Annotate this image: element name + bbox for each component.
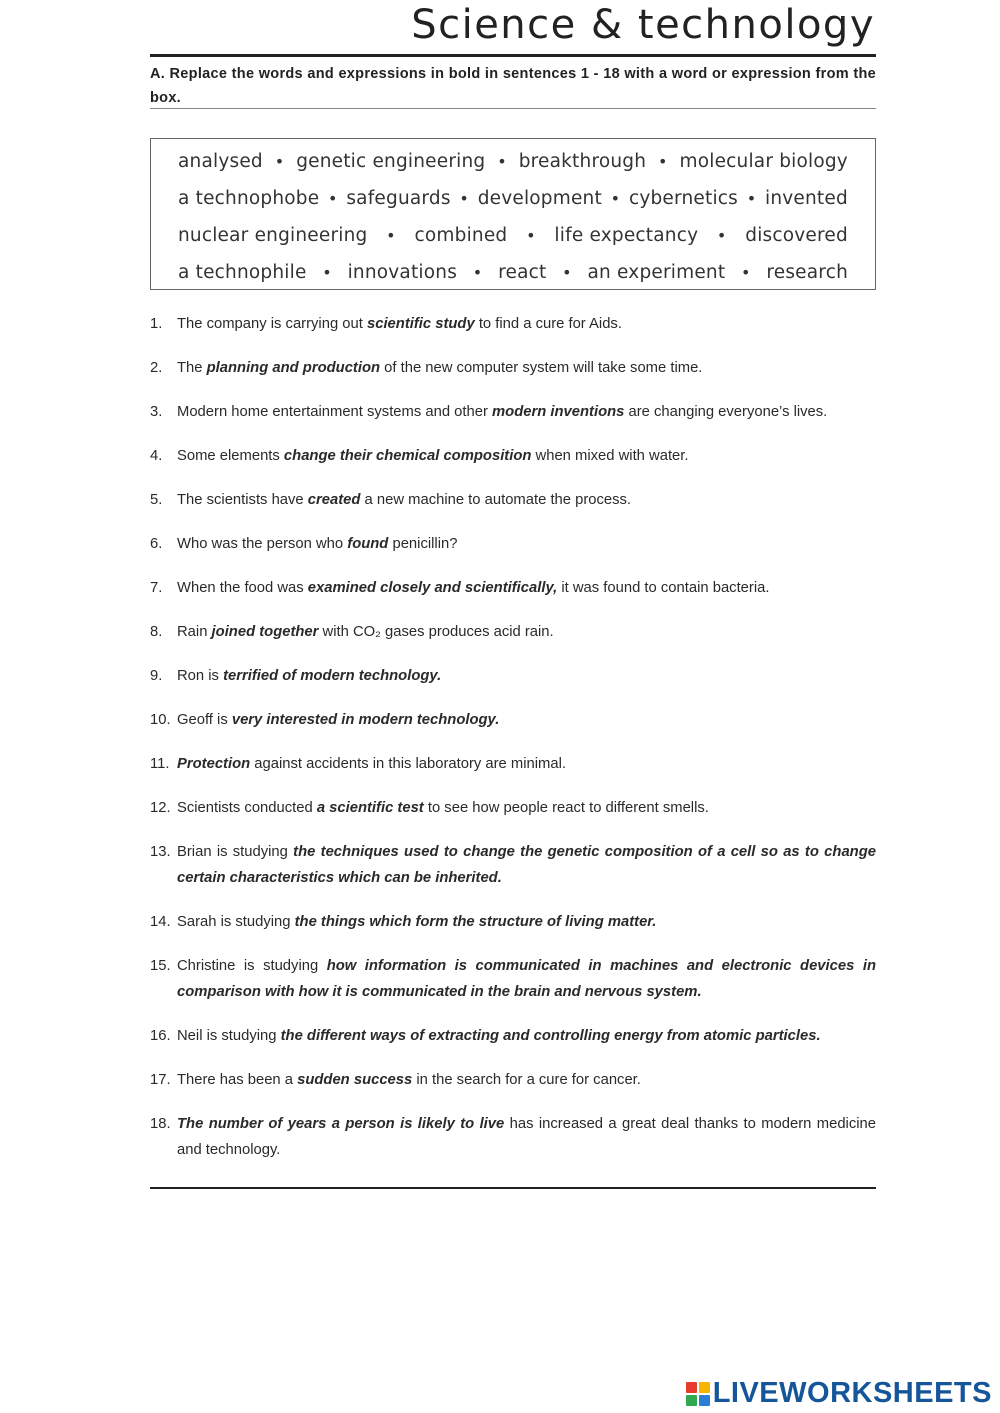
sentence-item — [150, 1023, 876, 1049]
bullet-separator: • — [328, 189, 338, 208]
bold-phrase: a scientific test — [316, 800, 424, 816]
sentence-text: to find a cure for Aids. — [474, 316, 622, 332]
word-box-item: a technophobe — [178, 188, 320, 209]
word-box-item: development — [477, 188, 602, 209]
sentence-item — [150, 531, 876, 557]
word-box-row — [178, 217, 848, 254]
bold-phrase: modern inventions — [492, 404, 625, 420]
bullet-separator: • — [746, 189, 757, 208]
logo-square — [699, 1395, 710, 1406]
sentence-text: Brian is studying — [177, 844, 294, 860]
bullet-separator: • — [562, 263, 572, 282]
logo-square — [699, 1382, 710, 1393]
sentence-item — [150, 1111, 876, 1163]
sentence-text: to see how people react to different smells. — [423, 800, 709, 816]
sentence-number: 14. — [150, 914, 171, 930]
bold-phrase: joined together — [211, 624, 319, 640]
sentence-text: when mixed with water. — [531, 448, 689, 464]
word-box-item: combined — [414, 225, 508, 246]
word-box-row — [178, 143, 848, 180]
sentence-text: are changing everyone’s lives. — [624, 404, 828, 420]
word-box-item: innovations — [347, 262, 458, 283]
word-box-item: react — [498, 262, 547, 283]
bullet-separator: • — [386, 226, 396, 245]
bold-phrase: The number of years a person is likely to live — [177, 1116, 505, 1132]
sentence-item — [150, 909, 876, 935]
bullet-separator: • — [716, 226, 727, 245]
sentence-number: 7. — [150, 580, 163, 596]
sentence-number: 16. — [150, 1028, 171, 1044]
bold-phrase: how information is communicated in machines and electronic devices in comparison with how it is communicated in the brain and nervous system. — [177, 958, 876, 1000]
sentence-number: 13. — [150, 844, 171, 860]
logo-square — [686, 1382, 697, 1393]
bold-phrase: the different ways of extracting and controlling energy from atomic particles. — [280, 1028, 821, 1044]
bold-phrase: sudden success — [297, 1072, 413, 1088]
sentence-item — [150, 795, 876, 821]
logo-text: LIVEWORKSHEETS — [712, 1377, 992, 1409]
sentence-item — [150, 663, 876, 689]
sentence-text: against accidents in this laboratory are minimal. — [250, 756, 566, 772]
sentence-text: Sarah is studying — [177, 914, 295, 930]
logo-mark-icon — [686, 1382, 710, 1406]
sentence-number: 8. — [150, 624, 163, 640]
title-rule — [150, 54, 876, 57]
sentence-text: There has been a — [177, 1072, 298, 1088]
sentence-number: 9. — [150, 668, 163, 684]
sentence-number: 3. — [150, 404, 163, 420]
sentence-item — [150, 399, 876, 425]
page-title: Science & technology — [411, 2, 875, 48]
sentence-text: Modern home entertainment systems and other — [177, 404, 493, 420]
sentence-item — [150, 443, 876, 469]
bullet-separator: • — [274, 152, 285, 171]
bold-phrase: planning and production — [206, 360, 381, 376]
sentence-item — [150, 1067, 876, 1093]
word-box-item: life expectancy — [554, 225, 699, 246]
sentence-number: 18. — [150, 1116, 171, 1132]
sentence-number: 17. — [150, 1072, 171, 1088]
sentence-text: Rain — [177, 624, 212, 640]
word-box-item: analysed — [178, 151, 263, 172]
bold-phrase: examined closely and scientifically, — [307, 580, 558, 596]
logo-square — [686, 1395, 697, 1406]
sentence-text: it was found to contain bacteria. — [557, 580, 770, 596]
sentence-text: Some elements — [177, 448, 284, 464]
sentence-number: 10. — [150, 712, 171, 728]
sentence-item — [150, 707, 876, 733]
word-box-row — [178, 254, 848, 291]
sentence-item — [150, 953, 876, 1005]
sentence-item — [150, 355, 876, 381]
word-box-row — [178, 180, 848, 217]
sentence-item — [150, 751, 876, 777]
word-box-item: safeguards — [346, 188, 451, 209]
word-box-item: a technophile — [178, 262, 307, 283]
sentence-text: Geoff is — [177, 712, 232, 728]
sentence-text: penicillin? — [388, 536, 458, 552]
liveworksheets-logo — [686, 1377, 992, 1410]
bullet-separator: • — [459, 189, 469, 208]
sentence-item — [150, 311, 876, 337]
word-box-item: molecular biology — [679, 151, 848, 172]
sentence-text: Christine is studying — [177, 958, 327, 974]
sentence-item — [150, 575, 876, 601]
sentence-item — [150, 487, 876, 513]
sentence-number: 6. — [150, 536, 163, 552]
sentence-number: 5. — [150, 492, 163, 508]
word-box-item: invented — [765, 188, 848, 209]
word-box-item: discovered — [745, 225, 848, 246]
sentence-item — [150, 839, 876, 891]
bullet-separator: • — [322, 263, 332, 282]
instruction-text: A. Replace the words and expressions in bold in sentences 1 - 18 with a word or expression from the box. — [150, 66, 876, 106]
sentence-text: Neil is studying — [177, 1028, 281, 1044]
sentence-number: 4. — [150, 448, 163, 464]
sentence-text: The company is carrying out — [177, 316, 367, 332]
sentence-number: 11. — [150, 756, 170, 772]
bold-phrase: the techniques used to change the genetic composition of a cell so as to change certain characteristics which can be inherited. — [177, 844, 876, 886]
bold-phrase: created — [307, 492, 361, 508]
word-box-item: genetic engineering — [296, 151, 486, 172]
bullet-separator: • — [526, 226, 536, 245]
sentence-text: in the search for a cure for cancer. — [412, 1072, 641, 1088]
sentence-text: a new machine to automate the process. — [360, 492, 632, 508]
word-box-item: cybernetics — [628, 188, 738, 209]
sentence-text: has increased a great deal thanks to modern medicine and technology. — [177, 1116, 876, 1158]
sentence-text: The scientists have — [177, 492, 308, 508]
bold-phrase: found — [347, 536, 389, 552]
sentence-text: Scientists conducted — [177, 800, 317, 816]
sentence-text: Ron is — [177, 668, 224, 684]
sentence-text: with CO₂ gases produces acid rain. — [318, 624, 554, 640]
bold-phrase: change their chemical composition — [283, 448, 532, 464]
sentence-text: Who was the person who — [177, 536, 348, 552]
word-box-item: breakthrough — [518, 151, 647, 172]
bold-phrase: the things which form the structure of living matter. — [294, 914, 657, 930]
word-box-item: nuclear engineering — [178, 225, 368, 246]
bold-phrase: scientific study — [366, 316, 475, 332]
word-box — [150, 138, 876, 290]
sentence-number: 15. — [150, 958, 171, 974]
bullet-separator: • — [741, 263, 751, 282]
sentence-text: When the food was — [177, 580, 308, 596]
bold-phrase: very interested in modern technology. — [231, 712, 500, 728]
bullet-separator: • — [497, 152, 507, 171]
bullet-separator: • — [472, 263, 483, 282]
bottom-rule — [150, 1187, 876, 1189]
bullet-separator: • — [610, 189, 621, 208]
sentence-text: of the new computer system will take some time. — [380, 360, 703, 376]
word-box-item: research — [766, 262, 848, 283]
sentence-number: 12. — [150, 800, 171, 816]
instruction-rule — [150, 108, 876, 109]
sentence-text: The — [177, 360, 207, 376]
sentence-list — [150, 311, 876, 1181]
sentence-item — [150, 619, 876, 645]
bold-phrase: Protection — [177, 756, 251, 772]
sentence-number: 1. — [150, 316, 163, 332]
bullet-separator: • — [658, 152, 668, 171]
word-box-item: an experiment — [587, 262, 726, 283]
bold-phrase: terrified of modern technology. — [223, 668, 442, 684]
sentence-number: 2. — [150, 360, 163, 376]
